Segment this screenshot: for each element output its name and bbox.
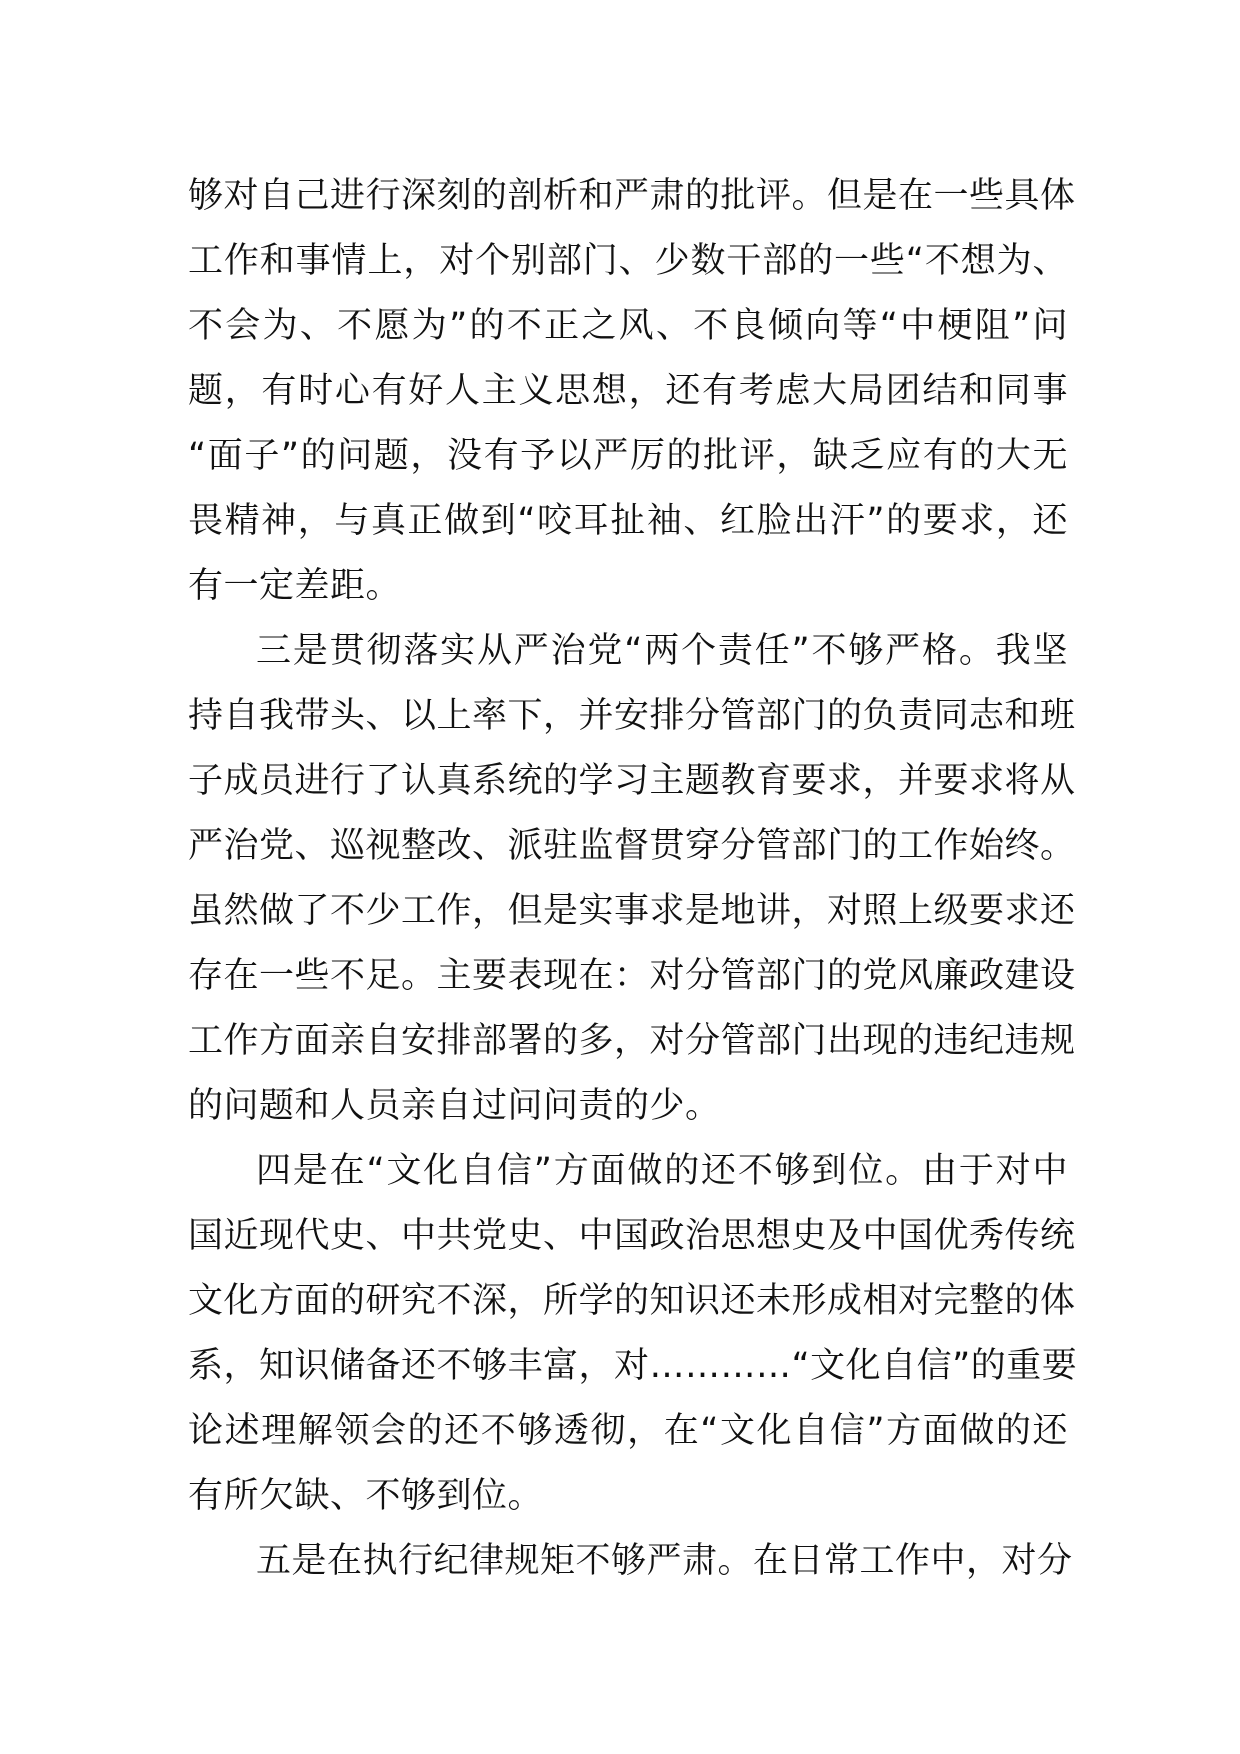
text-line: 工作方面亲自安排部署的多，对分管部门出现的违纪违规: [188, 1021, 1076, 1061]
text-line: 持自我带头、以上率下，并安排分管部门的负责同志和班: [188, 696, 1076, 736]
text-line: 文化方面的研究不深，所学的知识还未形成相对完整的体: [188, 1281, 1076, 1321]
text-line: “面子”的问题，没有予以严厉的批评，缺乏应有的大无: [188, 436, 1068, 476]
text-line: 五是在执行纪律规矩不够严肃。在日常工作中，对分: [256, 1541, 1073, 1581]
text-line: 严治党、巡视整改、派驻监督贯穿分管部门的工作始终。: [188, 826, 1076, 866]
paragraph: [188, 1139, 1078, 1529]
document-body: [188, 164, 1078, 1594]
paragraph: [188, 1529, 1073, 1594]
paragraph: [188, 619, 1076, 1139]
text-line: 畏精神，与真正做到“咬耳扯袖、红脸出汗”的要求，还: [188, 501, 1068, 541]
text-line: 虽然做了不少工作，但是实事求是地讲，对照上级要求还: [188, 891, 1076, 931]
text-line: 题，有时心有好人主义思想，还有考虑大局团结和同事: [188, 371, 1068, 411]
text-line: 系，知识储备还不够丰富，对…………“文化自信”的重要: [188, 1346, 1078, 1386]
text-line: 论述理解领会的还不够透彻，在“文化自信”方面做的还: [188, 1411, 1068, 1451]
text-line: 不会为、不愿为”的不正之风、不良倾向等“中梗阻”问: [188, 306, 1068, 346]
text-line: 国近现代史、中共党史、中国政治思想史及中国优秀传统: [188, 1216, 1076, 1256]
text-line: 的问题和人员亲自过问问责的少。: [188, 1086, 721, 1126]
text-line: 工作和事情上，对个别部门、少数干部的一些“不想为、: [188, 241, 1068, 281]
text-line: 够对自己进行深刻的剖析和严肃的批评。但是在一些具体: [188, 176, 1076, 216]
text-line: 有所欠缺、不够到位。: [188, 1476, 544, 1516]
text-line: 子成员进行了认真系统的学习主题教育要求，并要求将从: [188, 761, 1076, 801]
text-line: 存在一些不足。主要表现在：对分管部门的党风廉政建设: [188, 956, 1076, 996]
paragraph: [188, 164, 1076, 619]
text-line: 四是在“文化自信”方面做的还不够到位。由于对中: [256, 1151, 1068, 1191]
text-line: 有一定差距。: [188, 566, 402, 606]
text-line: 三是贯彻落实从严治党“两个责任”不够严格。我坚: [256, 631, 1068, 671]
